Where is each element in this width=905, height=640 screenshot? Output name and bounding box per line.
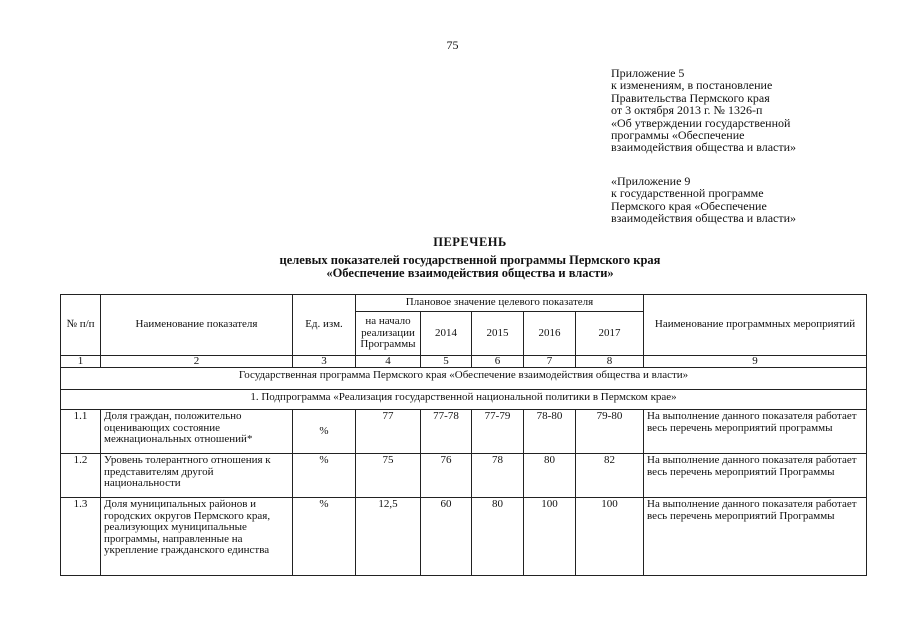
column-number: 7 xyxy=(524,356,576,368)
row-indicator-name: Доля муниципальных районов и городских округов Пермского края, реализующих муниципальные программы, направленные на укрепление гражданского единства xyxy=(101,498,293,576)
row-num: 1.1 xyxy=(61,410,101,454)
page-number: 75 xyxy=(446,38,459,52)
row-2014-value: 60 xyxy=(421,498,472,576)
column-number: 2 xyxy=(101,356,293,368)
row-start-value: 12,5 xyxy=(356,498,421,576)
header-2015: 2015 xyxy=(472,312,524,356)
appendix-9-note xyxy=(611,175,796,225)
appendix-5-line: Правительства Пермского края xyxy=(611,90,770,105)
row-unit: % xyxy=(293,410,356,454)
header-planned-group: Плановое значение целевого показателя xyxy=(356,295,644,312)
appendix-9-line: Пермского края «Обеспечение xyxy=(611,198,767,213)
document-subtitle-line-1: целевых показателей государственной программы Пермского края xyxy=(279,253,661,267)
row-2016-value: 100 xyxy=(524,498,576,576)
header-2014: 2014 xyxy=(421,312,472,356)
row-unit: % xyxy=(293,454,356,498)
header-unit: Ед. изм. xyxy=(293,295,356,356)
column-number: 6 xyxy=(472,356,524,368)
row-measures: На выполнение данного показателя работает весь перечень мероприятий Программы xyxy=(644,498,867,576)
row-start-value: 75 xyxy=(356,454,421,498)
row-2015-value: 77-79 xyxy=(472,410,524,454)
column-number: 3 xyxy=(293,356,356,368)
row-2017-value: 100 xyxy=(576,498,644,576)
header-num: № п/п xyxy=(61,295,101,356)
table-row xyxy=(61,454,867,498)
appendix-5-line: к изменениям, в постановление xyxy=(611,78,773,93)
header-2017: 2017 xyxy=(576,312,644,356)
appendix-9-line: «Приложение 9 xyxy=(611,174,691,188)
header-name: Наименование показателя xyxy=(101,295,293,356)
appendix-5-line: «Об утверждении государственной xyxy=(611,115,791,130)
row-2014-value: 77-78 xyxy=(421,410,472,454)
header-start: на начало реализации Программы xyxy=(356,312,421,356)
row-unit: % xyxy=(293,498,356,576)
row-2014-value: 76 xyxy=(421,454,472,498)
document-subtitle-line-2: «Обеспечение взаимодействия общества и власти» xyxy=(326,266,614,280)
appendix-5-line: взаимодействия общества и власти» xyxy=(611,140,797,155)
row-2017-value: 82 xyxy=(576,454,644,498)
appendix-5-line: от 3 октября 2013 г. № 1326-п xyxy=(611,103,763,118)
row-num: 1.2 xyxy=(61,454,101,498)
column-number: 8 xyxy=(576,356,644,368)
appendix-5-line: программы «Обеспечение xyxy=(611,128,745,143)
subprogram-row: 1. Подпрограмма «Реализация государственной национальной политики в Пермском крае» xyxy=(61,390,867,410)
row-measures: На выполнение данного показателя работает весь перечень мероприятий программы xyxy=(644,410,867,454)
row-2017-value: 79-80 xyxy=(576,410,644,454)
row-2016-value: 80 xyxy=(524,454,576,498)
appendix-9-line: взаимодействия общества и власти» xyxy=(611,211,797,226)
row-2016-value: 78-80 xyxy=(524,410,576,454)
appendix-5-note xyxy=(611,67,796,154)
row-indicator-name: Уровень толерантного отношения к представителям другой национальности xyxy=(101,454,293,498)
row-2015-value: 80 xyxy=(472,498,524,576)
column-number: 9 xyxy=(644,356,867,368)
indicators-table xyxy=(60,294,867,576)
row-2015-value: 78 xyxy=(472,454,524,498)
row-measures: На выполнение данного показателя работает весь перечень мероприятий Программы xyxy=(644,454,867,498)
column-number: 4 xyxy=(356,356,421,368)
row-start-value: 77 xyxy=(356,410,421,454)
column-number: 5 xyxy=(421,356,472,368)
document-title: ПЕРЕЧЕНЬ xyxy=(433,235,507,249)
row-num: 1.3 xyxy=(61,498,101,576)
column-number: 1 xyxy=(61,356,101,368)
table-row xyxy=(61,498,867,576)
header-2016: 2016 xyxy=(524,312,576,356)
row-indicator-name: Доля граждан, положительно оценивающих состояние межнациональных отношений* xyxy=(101,410,293,454)
table-row xyxy=(61,410,867,454)
header-measures: Наименование программных мероприятий xyxy=(644,295,867,356)
program-row: Государственная программа Пермского края «Обеспечение взаимодействия общества и власти» xyxy=(61,368,867,390)
appendix-5-line: Приложение 5 xyxy=(611,66,685,80)
appendix-9-line: к государственной программе xyxy=(611,186,764,201)
